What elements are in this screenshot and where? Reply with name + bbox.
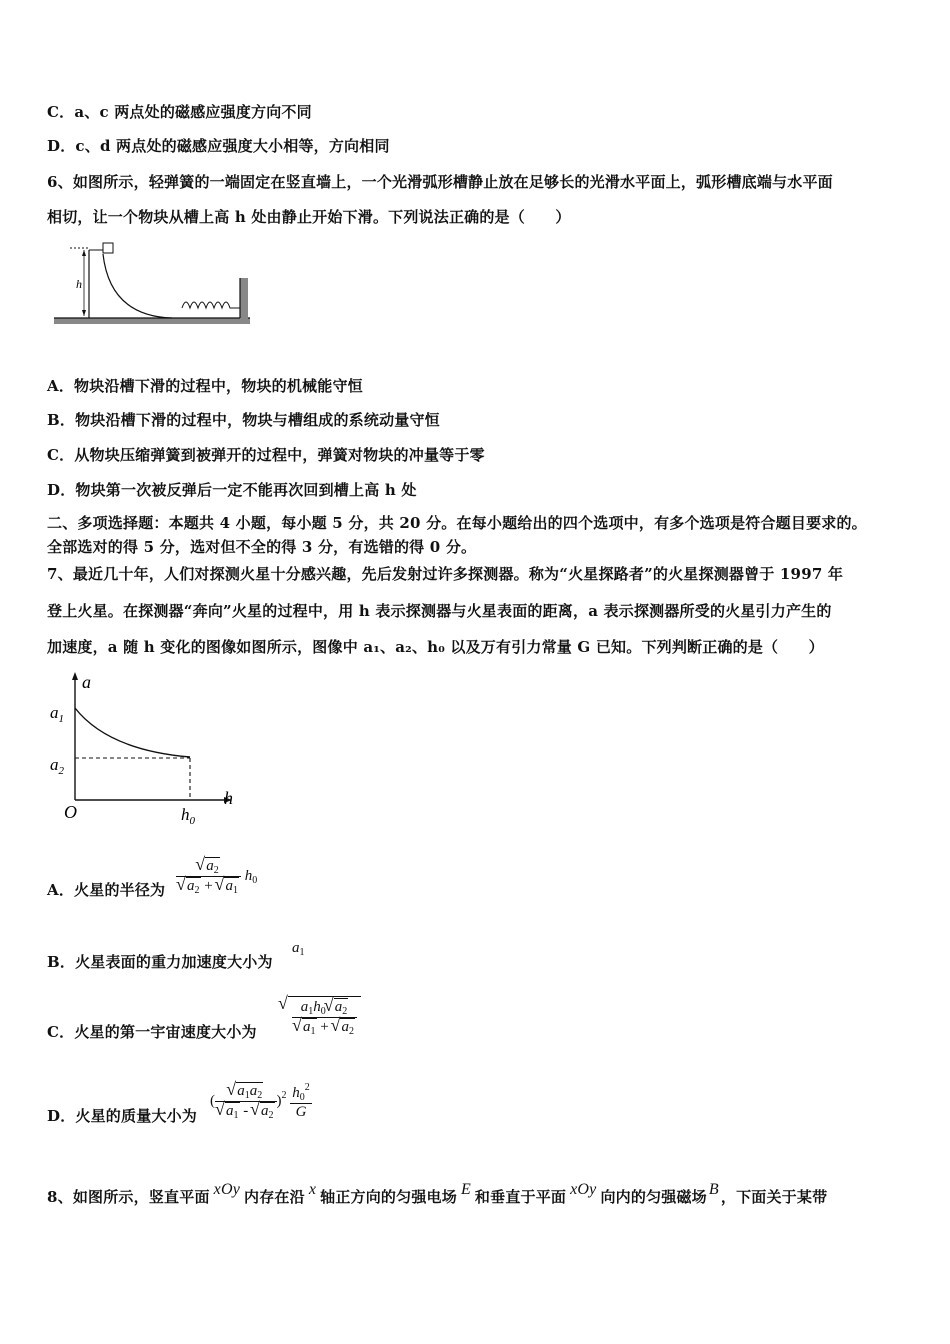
q6-figure [52,238,252,330]
q7-graph [48,670,243,830]
q7-a2-label: $a_2$ [50,755,64,777]
q6-text-line1: 6、如图所示，轻弹簧的一端固定在竖直墙上，一个光滑弧形槽静止放在足够长的光滑水平面上，弧形槽底端与水平面 [47,173,833,191]
q7-origin-label: O [64,802,77,822]
q7-text-line2: 登上火星。在探测器“奔向”火星的过程中，用 h 表示探测器与火星表面的距离，a 表示探测器所受的火星引力产生的 [47,602,832,620]
q6-text-line2: 相切，让一个物块从槽上高 h 处由静止开始下滑。下列说法正确的是（ ） [47,208,571,226]
q6-option-c: C．从物块压缩弹簧到被弹开的过程中，弹簧对物块的冲量等于零 [47,446,485,464]
q7-text-line3: 加速度，a 随 h 变化的图像如图所示，图像中 a₁、a₂、h₀ 以及万有引力常量 G 已知。下列判断正确的是（ ） [47,638,824,656]
q6-option-d: D．物块第一次被反弹后一定不能再次回到槽上高 h 处 [47,481,417,499]
q7-a1-label: $a_1$ [50,703,64,725]
q7-option-d-formula: ( √ $a_1a_2$ √ $a_1$ - √ $a_2$ )$^2$ $\frac{h_0^2}{G}$ [210,1082,312,1121]
option-c-prev: C．a、c 两点处的磁感应强度方向不同 [47,103,312,121]
q7-option-c: C．火星的第一宇宙速度大小为 [47,1023,257,1041]
q7-text-line1: 7、最近几十年，人们对探测火星十分感兴趣，先后发射过许多探测器。称为“火星探路者”的火星探测器曾于 1997 年 [47,565,844,583]
q7-option-b-formula: $a_1$ [292,940,305,958]
section2-line2: 全部选对的得 5 分，选对但不全的得 3 分，有选错的得 0 分。 [47,538,477,556]
q6-option-b: B．物块沿槽下滑的过程中，物块与槽组成的系统动量守恒 [47,411,440,429]
q7-h0-label: $h_0$ [181,805,195,827]
q7-option-d: D．火星的质量大小为 [47,1107,198,1125]
q6-option-a: A．物块沿槽下滑的过程中，物块的机械能守恒 [47,377,363,395]
q7-option-c-formula: √ $a_1h_0√$ $a_2$ √ $a_1$ + √ $a_2$ [280,996,361,1038]
q7-axis-x-label: h [224,788,233,808]
q6-h-label: h [76,277,82,291]
q7-option-a-formula: √ $a_2$ √ $a_2$ + √ $a_1$ $h_0$ [176,857,257,896]
q7-option-b: B．火星表面的重力加速度大小为 [47,953,273,971]
section2-line1: 二、多项选择题：本题共 4 小题，每小题 5 分，共 20 分。在每小题给出的四个选项中，有多个选项是符合题目要求的。 [47,514,867,532]
q7-option-a: A．火星的半径为 [47,881,166,899]
q8-text-line1: 8、如图所示，竖直平面 xOy 内存在沿 x 轴正方向的匀强电场 E 和垂直于平面 xOy 向内的匀强磁场 B ，下面关于某带 [47,1181,828,1206]
q7-axis-y-label: a [82,672,91,692]
option-d-prev: D．c、d 两点处的磁感应强度大小相等，方向相同 [47,137,390,155]
